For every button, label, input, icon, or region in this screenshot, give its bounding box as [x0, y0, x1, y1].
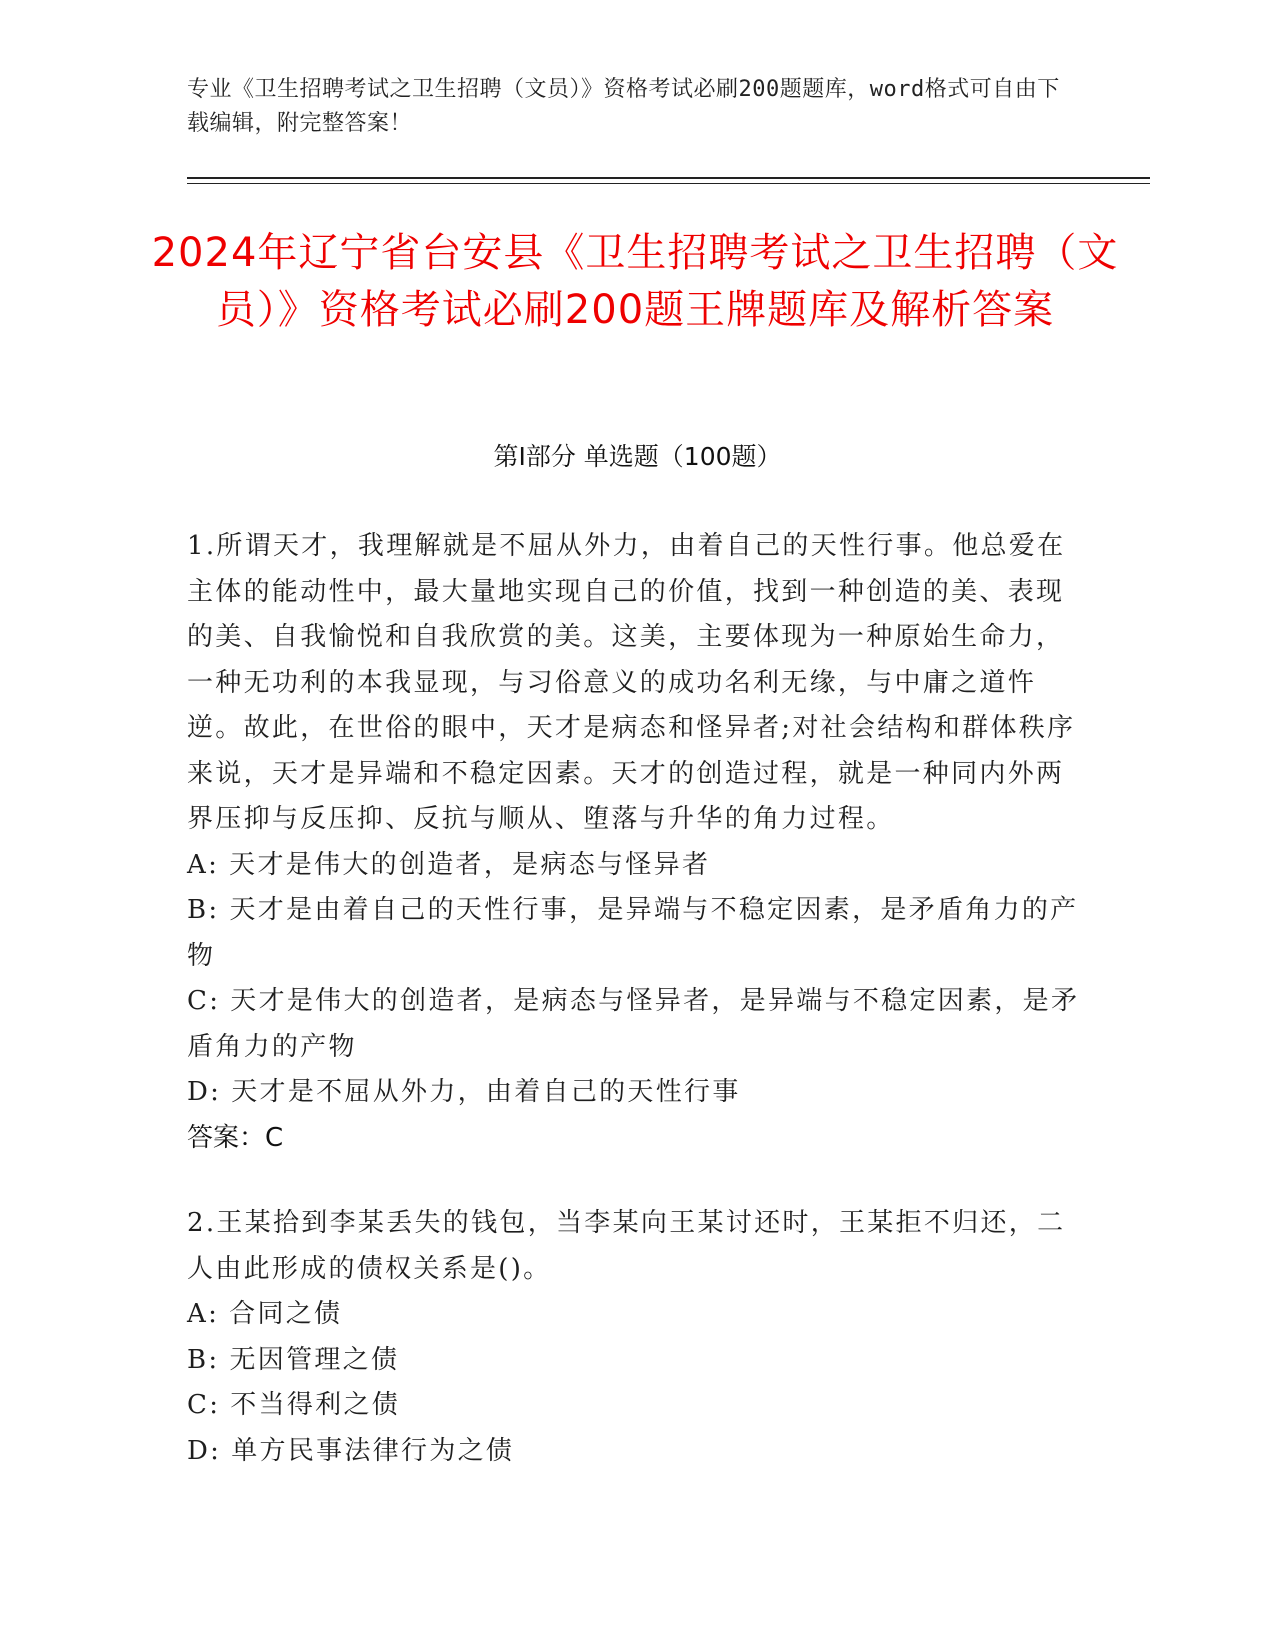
question-1 — [187, 524, 1082, 1161]
header-note: 专业《卫生招聘考试之卫生招聘（文员）》资格考试必刷200题题库，word格式可自由下载编辑，附完整答案！ — [187, 77, 1060, 136]
option-key: D: — [187, 1435, 222, 1466]
option-text: 单方民事法律行为之债 — [231, 1435, 515, 1466]
option-text: 不当得利之债 — [230, 1390, 401, 1420]
option-key: A: — [187, 849, 220, 880]
option-key: C: — [187, 986, 221, 1016]
question-1-option-a — [187, 843, 1082, 889]
question-2-text: 2.王某拾到李某丢失的钱包，当李某向王某讨还时，王某拒不归还，二人由此形成的债权关系是()。 — [187, 1208, 1066, 1284]
option-text: 天才是不屈从外力，由着自己的天性行事 — [231, 1077, 741, 1107]
option-key: B: — [187, 1344, 220, 1375]
question-2-option-d — [187, 1429, 1082, 1475]
option-text: 天才是由着自己的天性行事，是异端与不稳定因素，是矛盾角力的产物 — [187, 895, 1079, 971]
question-2-option-c — [187, 1383, 1082, 1429]
section-heading: 第I部分 单选题（100题） — [493, 442, 782, 471]
question-1-option-c — [187, 979, 1082, 1070]
header-divider-thin — [187, 183, 1150, 184]
question-2-option-b — [187, 1338, 1082, 1384]
question-1-text: 1.所谓天才，我理解就是不屈从外力，由着自己的天性行事。他总爱在主体的能动性中，最大量地实现自己的价值，找到一种创造的美、表现的美、自我愉悦和自我欣赏的美。这美，主要体现为一种原始生命力，一种无功利的本我显现，与习俗意义的成功名利无缘，与中庸之道忤逆。故此，在世俗的眼中，天才是病态和怪异者;对社会结构和群体秩序来说，天才是异端和不稳定因素。天才的创造过程，就是一种同内外两界压抑与反压抑、反抗与顺从、堕落与升华的角力过程。 — [187, 531, 1076, 834]
document-title: 2024年辽宁省台安县《卫生招聘考试之卫生招聘（文员）》资格考试必刷200题王牌题库及解析答案 — [151, 230, 1119, 333]
question-2 — [187, 1201, 1082, 1474]
option-key: D: — [187, 1077, 222, 1107]
question-1-option-d — [187, 1070, 1082, 1116]
option-key: C: — [187, 1390, 221, 1420]
question-1-option-b — [187, 888, 1082, 979]
question-2-option-a — [187, 1292, 1082, 1338]
option-text: 合同之债 — [229, 1299, 343, 1329]
header-divider-thick — [187, 177, 1150, 179]
option-text: 天才是伟大的创造者，是病态与怪异者 — [229, 849, 711, 880]
option-key: B: — [187, 895, 220, 925]
option-text: 天才是伟大的创造者，是病态与怪异者，是异端与不稳定因素，是矛盾角力的产物 — [187, 986, 1080, 1062]
option-key: A: — [187, 1299, 220, 1329]
question-1-answer: 答案：C — [187, 1122, 284, 1153]
option-text: 无因管理之债 — [229, 1344, 400, 1375]
